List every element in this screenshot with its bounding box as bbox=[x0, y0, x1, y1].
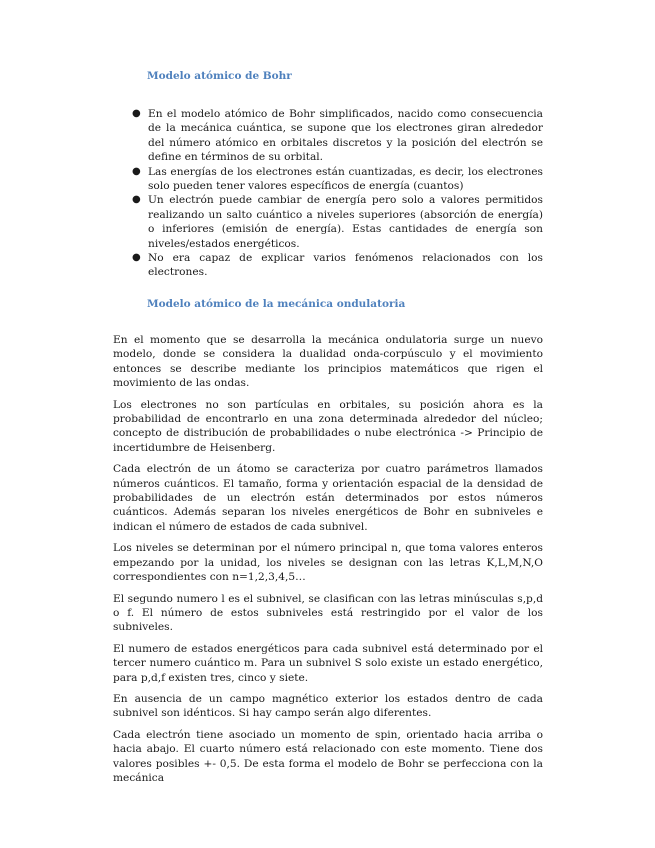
paragraph: Cada electrón de un átomo se caracteriza por cuatro parámetros llamados números cuánticos. El tamaño, forma y orientación espacial de la densidad de probabilidades de un electrón están determinados por estos números cuánticos. Además separan los niveles energéticos de Bohr en subniveles e indican el número de estados de cada subnivel. bbox=[113, 463, 543, 533]
section-heading-wave-mechanics: Modelo atómico de la mecánica ondulatoria bbox=[147, 298, 406, 310]
bullet-icon: ● bbox=[132, 252, 141, 264]
bullet-icon: ● bbox=[132, 194, 141, 206]
list-item bbox=[113, 165, 543, 194]
paragraph: Los electrones no son partículas en orbitales, su posición ahora es la probabilidad de encontrarlo en una zona determinada alrededor del núcleo; concepto de distribución de probabilidades o nube electrónica -> Principio de incertidumbre de Heisenberg. bbox=[113, 398, 543, 454]
bohr-bullet-list bbox=[113, 107, 543, 280]
list-item bbox=[113, 193, 543, 251]
bullet-text: Un electrón puede cambiar de energía pero solo a valores permitidos realizando un salto cuántico a niveles superiores (absorción de energía) o inferiores (emisión de energía). Estas cantidades de energía son niveles/estados energéticos. bbox=[148, 194, 543, 250]
paragraph: El segundo numero l es el subnivel, se clasifican con las letras minúsculas s,p,d o f. El número de estos subniveles está restringido por el valor de los subniveles. bbox=[113, 592, 543, 634]
paragraph: Los niveles se determinan por el número principal n, que toma valores enteros empezando por la unidad, los niveles se designan con las letras K,L,M,N,O correspondientes con n=1,2,3,4,5… bbox=[113, 542, 543, 584]
bullet-text: Las energías de los electrones están cuantizadas, es decir, los electrones solo pueden tener valores específicos de energía (cuantos) bbox=[148, 165, 543, 193]
paragraph: El numero de estados energéticos para cada subnivel está determinado por el tercer numero cuántico m. Para un subnivel S solo existe un estado energético, para p,d,f existen tres, cinco y siete. bbox=[113, 642, 543, 684]
section-heading-bohr: Modelo atómico de Bohr bbox=[147, 70, 292, 82]
paragraph: Cada electrón tiene asociado un momento de spin, orientado hacia arriba o hacia abajo. El cuarto número está relacionado con este momento. Tiene dos valores posibles +- 0,5. De esta forma el modelo de Bohr se perfecciona con la mecánica bbox=[113, 728, 543, 784]
paragraph: En ausencia de un campo magnético exterior los estados dentro de cada subnivel son idénticos. Si hay campo serán algo diferentes. bbox=[113, 692, 543, 720]
bullet-text: En el modelo atómico de Bohr simplificados, nacido como consecuencia de la mecánica cuántica, se supone que los electrones giran alrededor del número atómico en orbitales discretos y la posición del electrón se define en términos de su orbital. bbox=[148, 108, 543, 164]
paragraph: En el momento que se desarrolla la mecánica ondulatoria surge un nuevo modelo, donde se considera la dualidad onda-corpúsculo y el movimiento entonces se describe mediante los principios matemáticos que rigen el movimiento de las ondas. bbox=[113, 334, 543, 390]
bullet-text: No era capaz de explicar varios fenómenos relacionados con los electrones. bbox=[148, 252, 543, 279]
list-item bbox=[113, 107, 543, 165]
bullet-icon: ● bbox=[132, 108, 141, 119]
list-item bbox=[113, 251, 543, 280]
bullet-icon: ● bbox=[132, 165, 141, 177]
wave-mechanics-body bbox=[113, 333, 543, 792]
